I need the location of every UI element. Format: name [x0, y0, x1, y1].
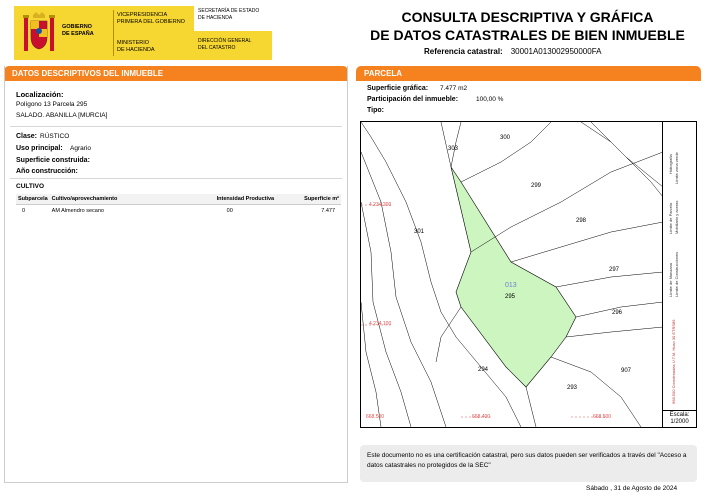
clase-label: Clase: [16, 133, 38, 140]
scale-value: 1/2000 [670, 419, 689, 425]
logo-divider [113, 10, 114, 56]
cultivo-heading: CULTIVO [16, 183, 45, 190]
separator [10, 126, 342, 127]
document-title: CONSULTA DESCRIPTIVA Y GRÁFICA DE DATOS CATASTRALES DE BIEN INMUEBLE [370, 9, 685, 43]
uso-principal-label: Uso principal: [16, 145, 63, 152]
legend-item: Límite de Parcela [668, 202, 673, 234]
ref-label: Referencia catastral: [424, 47, 503, 56]
ref-value: 30001A013002950000FA [510, 47, 602, 56]
superficie-construida-label: Superficie construida: [16, 157, 90, 164]
table-row [16, 205, 341, 218]
parcel-label-298: 298 [576, 218, 587, 224]
parcel-label-295: 295 [505, 294, 516, 300]
parcel-label-303: 303 [448, 146, 459, 152]
cell-cultivo: AM Almendro secano [51, 208, 104, 214]
cell-superficie: 7.477 [321, 208, 335, 214]
legend-item: Hidrografía [668, 154, 673, 174]
gobierno-text: GOBIERNO DE ESPAÑA [62, 24, 94, 37]
datos-descriptivos-heading: DATOS DESCRIPTIVOS DEL INMUEBLE [4, 66, 348, 81]
parcel-label-300: 300 [500, 135, 511, 141]
tipo-label: Tipo: [367, 107, 384, 114]
parcel-label-297: 297 [609, 267, 620, 273]
parcela-heading: PARCELA [356, 66, 701, 81]
parcel-map-drawing [361, 122, 663, 427]
parcel-label-296: 296 [612, 310, 623, 316]
datos-descriptivos-panel [4, 66, 348, 483]
anio-construccion-label: Año construcción: [16, 168, 78, 175]
cell-intensidad: 00 [226, 208, 233, 214]
coat-of-arms-icon [20, 11, 58, 57]
localizacion-label: Localización: [16, 90, 64, 99]
ministerio-text: MINISTERIO DE HACIENDA [117, 40, 155, 53]
legend-item: 668.500 Coordenadas U.T.M. Huso 30 ETRS89 [671, 319, 676, 404]
col-intensidad: Intensidad Productiva [215, 194, 290, 205]
participacion-label: Participación del inmueble: [367, 96, 459, 103]
col-subparcela: Subparcela [16, 194, 50, 205]
parcel-295-shape [451, 167, 576, 387]
participacion-value: 100,00 % [476, 96, 504, 103]
col-cultivo: Cultivo/aprovechamiento [50, 194, 215, 205]
uso-principal-value: Agrario [70, 145, 91, 152]
col-superficie: Superficie m² [290, 194, 341, 205]
scale-label: Escala: [669, 412, 690, 418]
legend-item: Límite de Manzana [668, 262, 673, 297]
coord-label: 668.400 [472, 414, 491, 420]
localizacion-line1: Polígono 13 Parcela 295 [16, 101, 88, 108]
parcel-label-294: 294 [478, 367, 489, 373]
superficie-grafica-value: 7.477 m2 [440, 85, 468, 92]
localizacion-line2: SALADO. ABANILLA [MURCIA] [16, 112, 108, 119]
cadastral-map[interactable] [360, 121, 697, 428]
coord-label: 668.500 [366, 414, 385, 420]
map-scale [662, 410, 696, 428]
disclaimer-note: Este documento no es una certificación catastral, pero sus datos pueden ser verificados a través del "Acceso a datos catastrales no protegidos de la SEC" [360, 445, 697, 482]
legend-item: Límite de Construcciones [674, 251, 679, 297]
cell-subparcela: 0 [22, 208, 26, 214]
clase-value: RÚSTICO [40, 133, 70, 140]
vicepresidencia-text: VICEPRESIDENCIA PRIMERA DEL GOBIERNO [117, 12, 185, 25]
document-date: Sábado , 31 de Agosto de 2024 [586, 485, 678, 492]
direccion-text: DIRECCIÓN GENERAL DEL CATASTRO [198, 38, 252, 51]
parcel-label-301: 301 [414, 229, 425, 235]
coord-label: 4.234.200 [369, 202, 392, 208]
cultivo-table [16, 194, 341, 217]
coord-label: 668.500 [593, 414, 612, 420]
superficie-grafica-label: Superficie gráfica: [367, 85, 429, 92]
referencia-catastral [424, 47, 601, 56]
legend-item: Límite zona verde [674, 152, 679, 184]
separator [10, 178, 342, 179]
parcel-label-293: 293 [567, 385, 578, 391]
legend-item: Mobiliario y aceras [674, 200, 679, 234]
secretaria-text: SECRETARÍA DE ESTADO DE HACIENDA [194, 6, 272, 31]
parcel-label-013: 013 [505, 282, 517, 289]
map-legend [662, 122, 696, 410]
table-header-row [16, 194, 341, 205]
parcel-label-907: 907 [621, 368, 632, 374]
parcel-label-299: 299 [531, 183, 542, 189]
coord-label: 4.234.100 [369, 321, 392, 327]
